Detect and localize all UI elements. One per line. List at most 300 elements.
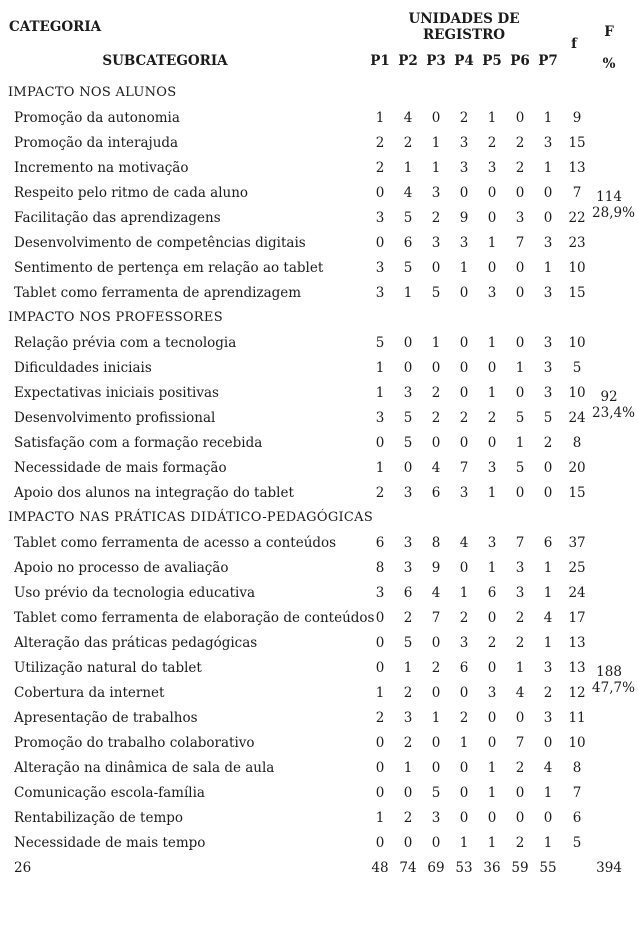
- empty-total-cell: [592, 780, 638, 805]
- subcategory-label: Desenvolvimento profissional: [14, 409, 216, 426]
- table-row: [0, 605, 638, 630]
- column-total-cell: 69: [427, 859, 445, 876]
- p-value-cell: 5: [403, 259, 413, 276]
- p-value-cell: 2: [515, 634, 525, 651]
- p-value-cell: 4: [459, 534, 469, 551]
- table-row: [0, 405, 638, 430]
- frequency-cell: 10: [568, 384, 586, 401]
- p-value-cell: 0: [375, 234, 385, 251]
- p-value-cell: 2: [431, 384, 441, 401]
- empty-total-cell: [592, 280, 638, 305]
- p-value-cell: 6: [375, 534, 385, 551]
- p-value-cell: 1: [515, 659, 525, 676]
- p-value-cell: 2: [375, 709, 385, 726]
- frequency-cell: 20: [568, 459, 586, 476]
- p-value-cell: 1: [375, 359, 385, 376]
- p-value-cell: 0: [459, 384, 469, 401]
- p-value-cell: 0: [487, 209, 497, 226]
- section-total-f: 188: [596, 664, 622, 680]
- empty-total-cell: [592, 330, 638, 355]
- p-value-cell: 1: [431, 709, 441, 726]
- frequency-cell: 15: [568, 134, 586, 151]
- p-value-cell: 1: [487, 109, 497, 126]
- p-value-cell: 2: [459, 709, 469, 726]
- p-value-cell: 1: [515, 434, 525, 451]
- column-header-p1: P1: [370, 53, 390, 69]
- p-value-cell: 0: [487, 184, 497, 201]
- p-value-cell: 1: [459, 834, 469, 851]
- table-row: [0, 180, 638, 205]
- F-percent-column-header: [592, 8, 638, 80]
- p-value-cell: 1: [487, 834, 497, 851]
- p-value-cell: 0: [375, 734, 385, 751]
- p-value-cell: 1: [375, 384, 385, 401]
- p-value-cell: 0: [403, 334, 413, 351]
- p-value-cell: 0: [459, 784, 469, 801]
- p-value-cell: 0: [515, 784, 525, 801]
- p-value-cell: 1: [543, 559, 553, 576]
- p-value-cell: 5: [543, 409, 553, 426]
- p-value-cell: 2: [459, 609, 469, 626]
- p-value-cell: 6: [487, 584, 497, 601]
- p-value-cell: 2: [375, 159, 385, 176]
- p-value-cell: 1: [375, 459, 385, 476]
- p-value-cell: 3: [375, 259, 385, 276]
- table-row: [0, 105, 638, 130]
- subcategory-label: Rentabilização de tempo: [14, 809, 184, 826]
- subcategory-label: Promoção do trabalho colaborativo: [14, 734, 255, 751]
- p-value-cell: 0: [431, 434, 441, 451]
- p-value-cell: 3: [375, 209, 385, 226]
- table-row: [0, 780, 638, 805]
- p-value-cell: 5: [403, 634, 413, 651]
- p-value-cell: 3: [403, 559, 413, 576]
- p-value-cell: 0: [543, 459, 553, 476]
- p-value-cell: 0: [487, 609, 497, 626]
- p-value-cell: 6: [543, 534, 553, 551]
- p-value-cell: 2: [515, 834, 525, 851]
- p-value-cell: 3: [515, 559, 525, 576]
- p-value-cell: 0: [459, 759, 469, 776]
- p-value-cell: 2: [375, 134, 385, 151]
- f-column-header: f: [571, 36, 577, 52]
- frequency-cell: 10: [568, 334, 586, 351]
- p-value-cell: 3: [403, 384, 413, 401]
- p-value-cell: 2: [543, 434, 553, 451]
- subcategory-label: Incremento na motivação: [14, 159, 189, 176]
- p-value-cell: 5: [375, 334, 385, 351]
- p-value-cell: 0: [403, 359, 413, 376]
- unidades-de-registro-header: UNIDADES DE REGISTRO: [408, 11, 520, 43]
- p-value-cell: 5: [515, 459, 525, 476]
- empty-total-cell: [592, 605, 638, 630]
- table-row: [0, 655, 638, 680]
- subcategory-label: Apoio no processo de avaliação: [14, 559, 229, 576]
- p-value-cell: 3: [459, 484, 469, 501]
- p-value-cell: 1: [543, 159, 553, 176]
- frequency-cell: 12: [568, 684, 586, 701]
- header-row-2: [0, 46, 638, 80]
- frequency-cell: 13: [568, 659, 586, 676]
- p-value-cell: 0: [403, 834, 413, 851]
- p-value-cell: 3: [403, 484, 413, 501]
- p-value-cell: 2: [487, 634, 497, 651]
- p-value-cell: 3: [431, 809, 441, 826]
- table-row: [0, 480, 638, 505]
- p-value-cell: 1: [487, 484, 497, 501]
- table-row: [0, 630, 638, 655]
- p-value-cell: 4: [515, 684, 525, 701]
- table-row: [0, 805, 638, 830]
- p-value-cell: 3: [543, 134, 553, 151]
- header-row-1: [0, 8, 638, 46]
- subcategory-label: Tablet como ferramenta de elaboração de conteúdos: [14, 609, 375, 626]
- p-value-cell: 7: [515, 234, 525, 251]
- column-header-p5: P5: [482, 53, 502, 69]
- p-value-cell: 7: [515, 534, 525, 551]
- p-value-cell: 3: [487, 684, 497, 701]
- p-value-cell: 6: [403, 234, 413, 251]
- subcategory-label: Necessidade de mais formação: [14, 459, 227, 476]
- frequency-cell: 8: [572, 759, 582, 776]
- frequency-cell: 8: [572, 434, 582, 451]
- p-value-cell: 0: [431, 734, 441, 751]
- frequency-cell: 11: [568, 709, 586, 726]
- p-value-cell: 2: [459, 109, 469, 126]
- subcategoria-header: SUBCATEGORIA: [102, 53, 228, 69]
- column-total-cell: 59: [511, 859, 529, 876]
- table-row: [0, 205, 638, 230]
- column-total-cell: 74: [399, 859, 417, 876]
- section-total-cell: [592, 180, 638, 230]
- subcategory-label: Expectativas iniciais positivas: [14, 384, 219, 401]
- p-value-cell: 3: [431, 184, 441, 201]
- column-total-cell: 53: [455, 859, 473, 876]
- frequency-cell: 23: [568, 234, 586, 251]
- p-value-cell: 0: [515, 334, 525, 351]
- p-value-cell: 0: [515, 259, 525, 276]
- table-row: [0, 530, 638, 555]
- p-value-cell: 0: [403, 784, 413, 801]
- frequency-cell: 15: [568, 284, 586, 301]
- empty-total-cell: [592, 830, 638, 855]
- frequency-cell: 24: [568, 584, 586, 601]
- empty-total-cell: [592, 255, 638, 280]
- p-value-cell: 1: [431, 159, 441, 176]
- p-value-cell: 5: [431, 784, 441, 801]
- p-value-cell: 2: [403, 684, 413, 701]
- subcategory-label: Cobertura da internet: [14, 684, 165, 701]
- subcategory-count: 26: [14, 859, 32, 876]
- p-value-cell: 0: [487, 659, 497, 676]
- p-value-cell: 3: [487, 159, 497, 176]
- subcategory-label: Alteração das práticas pedagógicas: [14, 634, 258, 651]
- p-value-cell: 7: [515, 734, 525, 751]
- p-value-cell: 2: [403, 809, 413, 826]
- p-value-cell: 0: [459, 359, 469, 376]
- subcategory-label: Tablet como ferramenta de acesso a conteúdos: [14, 534, 337, 551]
- section-total-cell: [592, 655, 638, 705]
- p-value-cell: 1: [543, 784, 553, 801]
- p-value-cell: 3: [543, 359, 553, 376]
- p-value-cell: 2: [515, 759, 525, 776]
- p-value-cell: 3: [403, 709, 413, 726]
- p-value-cell: 0: [515, 809, 525, 826]
- section-title-row: [0, 305, 638, 330]
- empty-total-cell: [592, 105, 638, 130]
- p-value-cell: 1: [403, 159, 413, 176]
- p-value-cell: 3: [487, 459, 497, 476]
- section-title-row: [0, 80, 638, 105]
- frequency-cell: 15: [568, 484, 586, 501]
- column-header-p2: P2: [398, 53, 418, 69]
- p-value-cell: 0: [487, 359, 497, 376]
- frequency-cell: 10: [568, 259, 586, 276]
- p-value-cell: 8: [375, 559, 385, 576]
- p-value-cell: 6: [459, 659, 469, 676]
- p-value-cell: 3: [543, 334, 553, 351]
- p-value-cell: 5: [403, 209, 413, 226]
- categoria-header: CATEGORIA: [9, 19, 102, 35]
- p-value-cell: 4: [543, 609, 553, 626]
- empty-total-cell: [592, 530, 638, 555]
- section-total-percent: 23,4%: [592, 405, 635, 421]
- table-row: [0, 230, 638, 255]
- p-value-cell: 0: [431, 834, 441, 851]
- subcategory-label: Apoio dos alunos na integração do tablet: [14, 484, 294, 501]
- empty-total-cell: [592, 555, 638, 580]
- p-value-cell: 0: [543, 734, 553, 751]
- p-value-cell: 4: [543, 759, 553, 776]
- empty-total-cell: [592, 580, 638, 605]
- p-value-cell: 0: [543, 809, 553, 826]
- p-value-cell: 1: [459, 259, 469, 276]
- p-value-cell: 0: [375, 434, 385, 451]
- p-value-cell: 0: [515, 484, 525, 501]
- p-value-cell: 1: [543, 834, 553, 851]
- empty-total-cell: [592, 455, 638, 480]
- table-row: [0, 830, 638, 855]
- p-value-cell: 1: [487, 559, 497, 576]
- frequency-cell: 17: [568, 609, 586, 626]
- table-header: [0, 8, 638, 80]
- p-value-cell: 0: [543, 184, 553, 201]
- table-row: [0, 730, 638, 755]
- frequency-cell: 10: [568, 734, 586, 751]
- p-value-cell: 0: [487, 259, 497, 276]
- p-value-cell: 1: [403, 284, 413, 301]
- frequency-cell: 22: [568, 209, 586, 226]
- frequency-cell: 24: [568, 409, 586, 426]
- p-value-cell: 0: [375, 184, 385, 201]
- p-value-cell: 0: [543, 484, 553, 501]
- p-value-cell: 2: [515, 159, 525, 176]
- empty-total-cell: [592, 630, 638, 655]
- section-total-f: 114: [596, 189, 622, 205]
- p-value-cell: 0: [487, 809, 497, 826]
- p-value-cell: 0: [459, 809, 469, 826]
- p-value-cell: 2: [431, 209, 441, 226]
- p-value-cell: 0: [459, 334, 469, 351]
- empty-f-total-cell: [562, 855, 592, 880]
- p-value-cell: 3: [431, 234, 441, 251]
- subcategory-label: Utilização natural do tablet: [14, 659, 202, 676]
- p-value-cell: 0: [459, 184, 469, 201]
- table-row: [0, 755, 638, 780]
- p-value-cell: 3: [459, 634, 469, 651]
- p-value-cell: 1: [487, 784, 497, 801]
- frequency-cell: 9: [572, 109, 582, 126]
- p-value-cell: 0: [459, 684, 469, 701]
- subcategory-label: Dificuldades iniciais: [14, 359, 152, 376]
- column-total-cell: 55: [539, 859, 557, 876]
- subcategory-label: Sentimento de pertença em relação ao tablet: [14, 259, 324, 276]
- p-value-cell: 1: [403, 759, 413, 776]
- p-value-cell: 0: [487, 434, 497, 451]
- frequency-cell: 6: [572, 809, 582, 826]
- totals-row: [0, 855, 638, 880]
- p-value-cell: 3: [515, 209, 525, 226]
- p-value-cell: 1: [375, 109, 385, 126]
- p-value-cell: 1: [487, 334, 497, 351]
- empty-total-cell: [592, 705, 638, 730]
- table-row: [0, 455, 638, 480]
- p-value-cell: 1: [543, 109, 553, 126]
- p-value-cell: 1: [487, 759, 497, 776]
- p-value-cell: 1: [375, 684, 385, 701]
- p-value-cell: 2: [431, 659, 441, 676]
- empty-total-cell: [592, 155, 638, 180]
- p-value-cell: 9: [431, 559, 441, 576]
- p-value-cell: 9: [459, 209, 469, 226]
- p-value-cell: 2: [487, 134, 497, 151]
- table-row: [0, 680, 638, 705]
- p-value-cell: 0: [375, 609, 385, 626]
- p-value-cell: 3: [375, 284, 385, 301]
- grand-total-cell: 394: [596, 859, 622, 876]
- section-total-f: 92: [600, 389, 618, 405]
- p-value-cell: 0: [515, 109, 525, 126]
- p-value-cell: 3: [543, 234, 553, 251]
- category-frequency-table: [0, 8, 638, 880]
- p-value-cell: 1: [459, 584, 469, 601]
- p-value-cell: 2: [459, 409, 469, 426]
- p-value-cell: 4: [431, 584, 441, 601]
- table-body: [0, 80, 638, 880]
- empty-total-cell: [592, 805, 638, 830]
- p-value-cell: 0: [515, 184, 525, 201]
- p-value-cell: 3: [459, 159, 469, 176]
- p-value-cell: 1: [487, 234, 497, 251]
- subcategory-label: Promoção da interajuda: [14, 134, 179, 151]
- p-value-cell: 1: [543, 259, 553, 276]
- table-row: [0, 330, 638, 355]
- F-header-label: F: [604, 24, 614, 40]
- frequency-cell: 25: [568, 559, 586, 576]
- empty-total-cell: [592, 130, 638, 155]
- table-row: [0, 355, 638, 380]
- p-value-cell: 0: [515, 709, 525, 726]
- p-value-cell: 3: [403, 534, 413, 551]
- column-header-p4: P4: [454, 53, 474, 69]
- p-value-cell: 0: [515, 284, 525, 301]
- p-value-cell: 3: [459, 234, 469, 251]
- frequency-cell: 13: [568, 159, 586, 176]
- table-row: [0, 705, 638, 730]
- frequency-cell: 5: [572, 834, 582, 851]
- subcategory-label: Relação prévia com a tecnologia: [14, 334, 237, 351]
- p-value-cell: 4: [403, 109, 413, 126]
- p-value-cell: 0: [487, 734, 497, 751]
- p-value-cell: 1: [431, 134, 441, 151]
- p-value-cell: 0: [403, 459, 413, 476]
- section-title-row: [0, 505, 638, 530]
- p-value-cell: 1: [431, 334, 441, 351]
- p-value-cell: 3: [515, 584, 525, 601]
- p-value-cell: 3: [543, 709, 553, 726]
- p-value-cell: 0: [487, 709, 497, 726]
- subcategory-label: Alteração na dinâmica de sala de aula: [14, 759, 275, 776]
- p-value-cell: 2: [403, 134, 413, 151]
- subcategory-label: Satisfação com a formação recebida: [14, 434, 263, 451]
- p-value-cell: 3: [459, 134, 469, 151]
- frequency-cell: 13: [568, 634, 586, 651]
- p-value-cell: 0: [543, 209, 553, 226]
- p-value-cell: 2: [375, 484, 385, 501]
- subcategory-label: Uso prévio da tecnologia educativa: [14, 584, 256, 601]
- empty-total-cell: [592, 430, 638, 455]
- p-value-cell: 2: [515, 134, 525, 151]
- p-value-cell: 2: [487, 409, 497, 426]
- table-row: [0, 155, 638, 180]
- table-row: [0, 255, 638, 280]
- p-value-cell: 5: [403, 409, 413, 426]
- p-value-cell: 5: [403, 434, 413, 451]
- p-value-cell: 0: [431, 684, 441, 701]
- p-value-cell: 0: [375, 784, 385, 801]
- p-value-cell: 6: [403, 584, 413, 601]
- table-row: [0, 380, 638, 405]
- section-title: IMPACTO NOS ALUNOS: [8, 85, 177, 100]
- p-value-cell: 4: [403, 184, 413, 201]
- table-row: [0, 430, 638, 455]
- empty-total-cell: [592, 755, 638, 780]
- p-value-cell: 0: [515, 384, 525, 401]
- p-value-cell: 2: [515, 609, 525, 626]
- p-value-cell: 7: [459, 459, 469, 476]
- empty-total-cell: [592, 355, 638, 380]
- p-value-cell: 0: [375, 634, 385, 651]
- subcategory-label: Necessidade de mais tempo: [14, 834, 206, 851]
- table-row: [0, 280, 638, 305]
- p-value-cell: 5: [515, 409, 525, 426]
- empty-total-cell: [592, 480, 638, 505]
- section-total-percent: 28,9%: [592, 205, 635, 221]
- p-value-cell: 6: [431, 484, 441, 501]
- column-header-p7: P7: [538, 53, 558, 69]
- frequency-cell: 37: [568, 534, 586, 551]
- section-total-cell: [592, 380, 638, 430]
- subcategory-label: Apresentação de trabalhos: [14, 709, 198, 726]
- p-value-cell: 3: [543, 384, 553, 401]
- subcategory-label: Tablet como ferramenta de aprendizagem: [14, 284, 302, 301]
- p-value-cell: 0: [459, 434, 469, 451]
- empty-total-cell: [592, 230, 638, 255]
- p-value-cell: 8: [431, 534, 441, 551]
- p-value-cell: 2: [543, 684, 553, 701]
- column-total-cell: 36: [483, 859, 501, 876]
- table-row: [0, 580, 638, 605]
